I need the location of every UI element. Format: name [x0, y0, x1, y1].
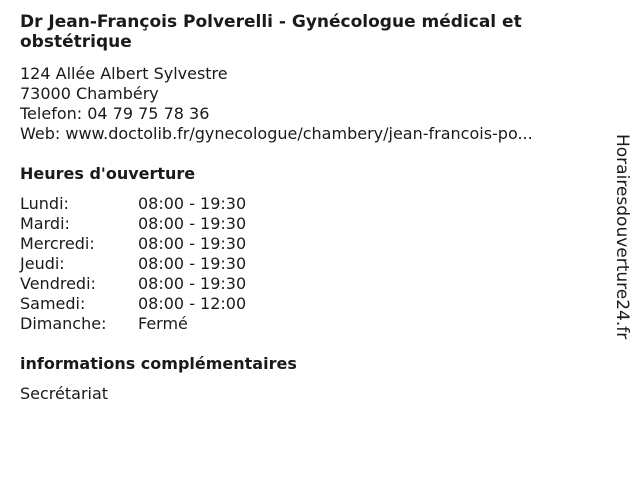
- city-address: 73000 Chambéry: [20, 84, 159, 103]
- time-range: 08:00 - 12:00: [138, 294, 247, 313]
- hours-row-vendredi: [20, 274, 246, 294]
- hours-heading: Heures d'ouverture: [20, 164, 196, 183]
- day-label: Jeudi:: [20, 254, 65, 273]
- hours-row-mercredi: [20, 234, 246, 254]
- site-watermark: Horairesdouverture24.fr: [612, 134, 632, 340]
- time-range: 08:00 - 19:30: [138, 234, 247, 253]
- info-text: Secrétariat: [20, 384, 109, 403]
- hours-row-dimanche: [20, 314, 246, 334]
- time-range: 08:00 - 19:30: [138, 254, 247, 273]
- opening-hours-list: [20, 194, 246, 334]
- hours-row-mardi: [20, 214, 246, 234]
- info-heading: informations complémentaires: [20, 354, 297, 373]
- day-label: Lundi:: [20, 194, 69, 213]
- time-range: 08:00 - 19:30: [138, 274, 247, 293]
- hours-row-lundi: [20, 194, 246, 214]
- hours-row-jeudi: [20, 254, 246, 274]
- day-label: Dimanche:: [20, 314, 107, 333]
- time-range: 08:00 - 19:30: [138, 214, 247, 233]
- website-link[interactable]: Web: www.doctolib.fr/gynecologue/chambery/jean-francois-po...: [20, 124, 533, 143]
- day-label: Vendredi:: [20, 274, 96, 293]
- day-label: Mardi:: [20, 214, 70, 233]
- time-range: 08:00 - 19:30: [138, 194, 247, 213]
- phone-number: Telefon: 04 79 75 78 36: [20, 104, 210, 123]
- page-title: Dr Jean-François Polverelli - Gynécologue médical et obstétrique: [20, 12, 522, 52]
- day-label: Samedi:: [20, 294, 86, 313]
- hours-row-samedi: [20, 294, 246, 314]
- contact-block: [20, 64, 600, 144]
- day-label: Mercredi:: [20, 234, 95, 253]
- time-range: Fermé: [138, 314, 188, 333]
- street-address: 124 Allée Albert Sylvestre: [20, 64, 228, 83]
